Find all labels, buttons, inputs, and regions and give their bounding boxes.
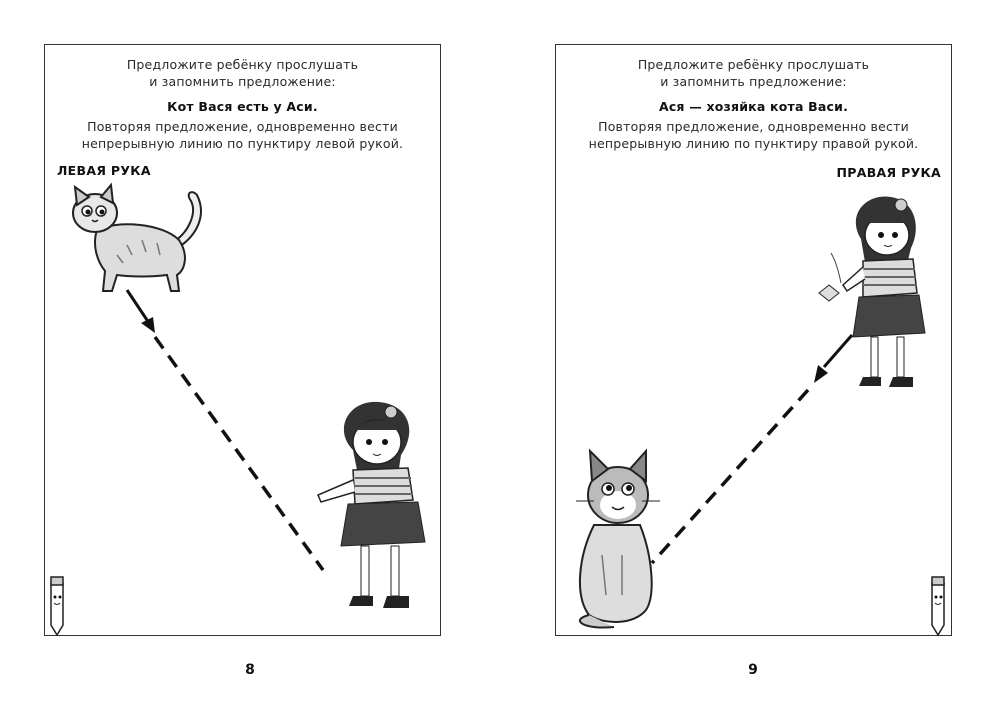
hand-label: ПРАВАЯ РУКА [836,165,941,180]
left-page-frame [44,44,441,636]
sentence: Кот Вася есть у Аси. [167,99,318,114]
task-line: Повторяя предложение, одновременно вести [87,119,398,134]
instruction-line: и запомнить предложение: [660,74,847,89]
page-number: 8 [245,662,255,678]
instruction-line: Предложите ребёнку прослушать [126,57,359,72]
pencil-mascot [924,575,952,637]
girl-illustration [313,400,433,630]
hand-label: ЛЕВАЯ РУКА [57,163,151,178]
pencil-mascot [43,575,71,637]
sentence: Ася — хозяйка кота Васи. [658,99,849,114]
instruction-line: и запомнить предложение: [149,74,336,89]
page-number: 9 [748,662,758,678]
task-line: непрерывную линию по пунктиру правой рукой. [588,136,919,151]
task-line: непрерывную линию по пунктиру левой рукой. [81,136,404,151]
instruction-line: Предложите ребёнку прослушать [637,57,870,72]
cat-sitting-illustration [574,445,664,630]
right-page-frame [555,44,952,636]
task-line: Повторяя предложение, одновременно вести [598,119,909,134]
